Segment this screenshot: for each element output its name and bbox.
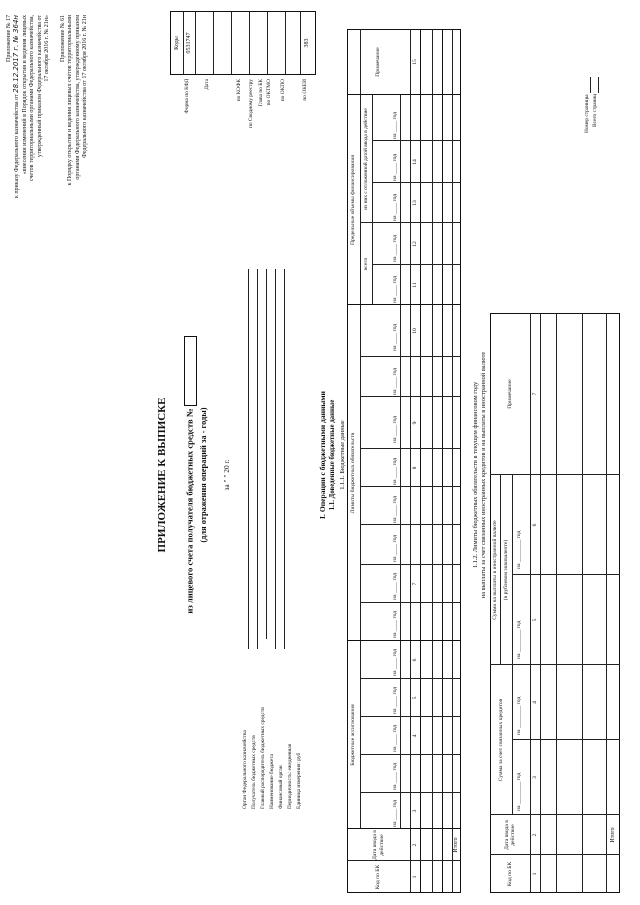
total-pages-label: Всего страниц bbox=[592, 27, 599, 127]
col-number: 10 bbox=[411, 328, 418, 334]
appendix-61-line: к Порядку открытия и ведения лицевых счетов территориальными bbox=[67, 15, 74, 186]
year-label: на ____ год bbox=[392, 495, 398, 523]
section-1-1-title: 1.1. Доведенные бюджетные данные bbox=[329, 399, 336, 511]
section-1-1-1-title: 1.1.1. Бюджетные данные bbox=[339, 420, 346, 490]
title-account-line: из лицевого счета получателя бюджетных средств № bbox=[184, 245, 197, 705]
col-number: 3 bbox=[411, 809, 418, 813]
title-date: за " " 20 г. bbox=[222, 459, 231, 491]
appendix-17-line: счетов территориальными органами Федерального казначейства, bbox=[29, 15, 36, 182]
section-1-1-2-subtitle: на выплаты за счет связанных иностранных кредитов и на выплаты в иностранной валюте bbox=[480, 351, 487, 599]
appendix-17-title: Приложение № 17 bbox=[6, 15, 12, 62]
form-code: 0531747 bbox=[183, 12, 196, 74]
glava-label: Глава по БК bbox=[258, 79, 264, 107]
col-number: 2 bbox=[411, 843, 418, 847]
col-number: 15 bbox=[411, 59, 418, 65]
year-label: на ____ год bbox=[392, 762, 398, 790]
year-label: на ____ год bbox=[392, 367, 398, 395]
col-number: 7 bbox=[411, 582, 418, 586]
date-label: Дата bbox=[204, 79, 210, 90]
field-main-manager: Главный распорядитель бюджетных средств bbox=[260, 707, 266, 809]
table-row[interactable] bbox=[583, 313, 606, 893]
field-periodicity: Периодичность: ежедневная bbox=[287, 743, 293, 809]
col-number: 5 bbox=[411, 696, 418, 700]
field-unit: Единица измерения: руб bbox=[296, 752, 302, 809]
year-label: на ____ год bbox=[392, 686, 398, 714]
appendix-61-line: органами Федерального казначейства, утвержденному приказом bbox=[74, 15, 81, 180]
t2-col-number: 2 bbox=[531, 833, 538, 837]
col-number: 13 bbox=[411, 200, 418, 206]
codes-header: Коды bbox=[171, 12, 184, 74]
col-number: 12 bbox=[411, 241, 418, 247]
page-title: ПРИЛОЖЕНИЕ К ВЫПИСКЕ bbox=[156, 397, 168, 553]
year-label: на ____ год bbox=[392, 534, 398, 562]
field-ofk: Орган Федерального казначейства bbox=[242, 730, 248, 809]
t2-col-kod-bk: Код по БК bbox=[506, 861, 513, 887]
field-recipient: Получатель бюджетных средств bbox=[251, 735, 257, 809]
oktmo-label: по ОКТМО bbox=[266, 79, 272, 106]
table-row[interactable] bbox=[557, 313, 582, 893]
page-number-field[interactable] bbox=[584, 77, 591, 93]
fin-included: из них с отложенной датой ввода в действие bbox=[362, 108, 369, 210]
year-label: на ____ год bbox=[392, 111, 398, 139]
table-row[interactable] bbox=[541, 313, 556, 893]
t2-col-date: Дата ввода в действие bbox=[503, 820, 516, 850]
section-1-1-2-title: 1.1.2. Лимиты бюджетных обязательств в текущем финансовом году bbox=[472, 381, 479, 569]
col-kod-bk: Код по БК bbox=[375, 864, 382, 890]
t2-col-number: 5 bbox=[531, 618, 538, 622]
hl bbox=[512, 475, 513, 815]
appendix-17-line: 17 октября 2016 г. № 21н» bbox=[44, 15, 51, 82]
appendix-61-title: Приложение № 61 bbox=[60, 15, 66, 62]
group-assignments: Бюджетные ассигнования bbox=[350, 704, 357, 766]
t2-col-note: Примечание bbox=[506, 379, 513, 409]
registry-label: по Сводному реестру bbox=[248, 79, 254, 128]
table2-total: Итого bbox=[609, 827, 616, 843]
section-1-title: I. Операции с бюджетными данными bbox=[318, 391, 327, 519]
col-number: 6 bbox=[411, 658, 418, 662]
year-label: на ________ год bbox=[516, 620, 522, 659]
year-label: на ____ год bbox=[392, 415, 398, 443]
year-label: на ____ год bbox=[392, 153, 398, 181]
title-period: (для отражения операций за - годы) bbox=[199, 407, 208, 543]
t2-group-credit: Сумма за счет связанных кредитов bbox=[497, 698, 504, 782]
year-label: на ____ год bbox=[392, 724, 398, 752]
t2-group-currency: Сумма на выплаты в иностранной валюте bbox=[491, 520, 498, 620]
year-label: на ____ год bbox=[392, 275, 398, 303]
appendix-17-line: утвержденный приказом Федерального казначейства от bbox=[36, 15, 43, 158]
year-label: на ____ год bbox=[392, 234, 398, 262]
page-number-label: Номер страницы bbox=[584, 33, 591, 133]
col-date: Дата ввода в действие bbox=[372, 830, 385, 860]
year-label: на ________ год bbox=[516, 530, 522, 569]
appendix-17-ref: к приказу Федерального казначейства от 28.12.2017 г. № 364н bbox=[12, 15, 21, 199]
year-label: на ____ год bbox=[392, 799, 398, 827]
t2-col-number: 7 bbox=[531, 392, 538, 396]
okpo-label: по ОКПО bbox=[280, 79, 286, 102]
hl bbox=[606, 313, 607, 893]
t2-group-currency-sub: (в рублевом эквиваленте) bbox=[502, 539, 509, 601]
t2-col-number: 1 bbox=[531, 872, 538, 876]
col-number: 4 bbox=[411, 734, 418, 738]
table1-total: Итого bbox=[453, 837, 460, 853]
t2-col-number: 6 bbox=[531, 523, 538, 527]
group-financing: Предельные объемы финансирования bbox=[350, 155, 357, 245]
year-label: на ____ год bbox=[392, 323, 398, 351]
year-label: на ____ год bbox=[392, 457, 398, 485]
col-number: 14 bbox=[411, 159, 418, 165]
col-number: 11 bbox=[411, 282, 418, 288]
t2-col-number: 4 bbox=[531, 701, 538, 704]
year-label: на ____ год bbox=[392, 610, 398, 638]
t2-col-number: 3 bbox=[531, 776, 538, 779]
year-label: на ____ год bbox=[392, 193, 398, 221]
col-number: 8 bbox=[411, 466, 418, 470]
col-number: 1 bbox=[411, 875, 418, 879]
year-label: на ________ год bbox=[516, 696, 522, 735]
fin-total: всего bbox=[362, 257, 369, 271]
col-number: 9 bbox=[411, 421, 418, 425]
group-limits: Лимиты бюджетных обязательств bbox=[350, 432, 357, 514]
appendix-17-line: «внесении изменений в Порядок открытия и ведения лицевых bbox=[21, 15, 28, 175]
form-label: Форма по КФД bbox=[184, 79, 190, 114]
okfk-label: по КОФК bbox=[236, 79, 242, 102]
field-budget-name: Наименование бюджета bbox=[269, 753, 275, 809]
year-label: на ____ год bbox=[392, 648, 398, 676]
okei-code: 383 bbox=[304, 38, 311, 48]
year-label: на ________ год bbox=[516, 772, 522, 811]
year-label: на ____ год bbox=[392, 572, 398, 600]
total-pages-field[interactable] bbox=[592, 77, 599, 93]
handwritten-date: 28.12.2017 г. № 364н bbox=[12, 15, 21, 93]
col-note: Примечание bbox=[375, 47, 382, 77]
appendix-61-line: Федерального казначейства от 17 октября 2016 г. № 21н bbox=[82, 15, 89, 158]
field-fin-body: Финансовый орган bbox=[278, 765, 284, 809]
okei-label: по ОКЕИ bbox=[302, 79, 308, 101]
